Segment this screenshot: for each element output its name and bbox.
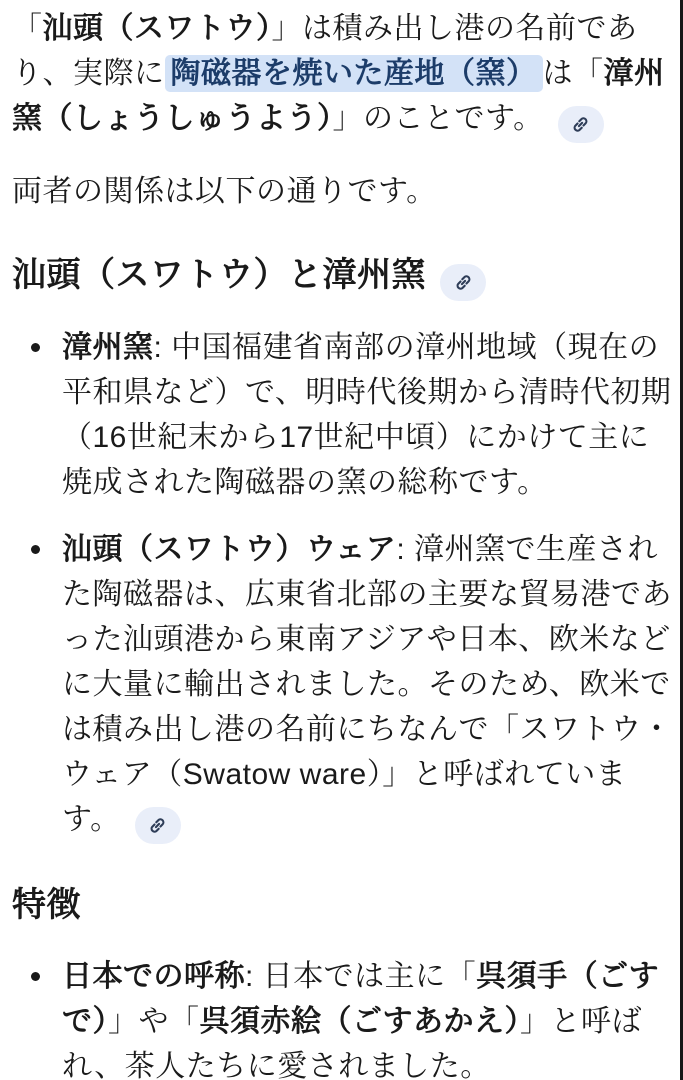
bullet-separator: : [396,533,414,566]
bullet-separator: : [153,331,172,364]
list-item-swatow-ware [12,527,673,844]
text-segment: 」や「 [108,1005,200,1038]
relation-paragraph [12,169,673,214]
bullet-separator: : [245,960,263,993]
bold-term-zhangzhou: 漳州窯（しょうしゅうよう） [12,57,665,135]
text-segment: 日本では主に「 [262,960,477,993]
bullet-label: 日本での呼称 [62,960,245,993]
bold-term-gosude: 呉須手（ごすで） [62,960,660,1038]
bullet-list-section2 [12,954,673,1080]
list-item-japanese-names [12,954,673,1080]
bullet-label: 漳州窯 [62,331,154,364]
link-icon [147,815,168,836]
highlighted-text[interactable]: 陶磁器を焼いた産地（窯） [165,55,543,92]
bold-term-swatow: 汕頭（スワトウ） [42,12,272,45]
citation-link-button[interactable] [135,807,181,844]
text-segment: 両者の関係は以下の通りです。 [12,175,437,208]
section-heading-features [12,880,673,930]
heading-text: 特徴 [12,886,81,924]
bold-term-gosuakae: 呉須赤絵（ごすあかえ） [199,1005,520,1038]
link-icon [453,272,474,293]
citation-link-button[interactable] [558,106,604,143]
bullet-text: 漳州窯で生産された陶磁器は、広東省北部の主要な貿易港であった汕頭港から東南アジアや日本、欧米などに大量に輸出されました。そのため、欧米では積み出し港の名前にちなんで「スワトウ・ウェア（Swatow ware）」と呼ばれています。 [62,533,672,836]
bullet-list-section1 [12,325,673,844]
section-heading-swatow-zhangzhou [12,250,673,301]
bullet-text: 中国福建省南部の漳州地域（現在の平和県など）で、明時代後期から清時代初期（16世紀末から17世紀中頃）にかけて主に焼成された陶磁器の窯の総称です。 [62,331,672,499]
text-segment: 「 [12,12,43,45]
text-segment: 」は積み出し港の名前であり、実際に [12,12,638,90]
text-segment: は「 [542,57,604,90]
bullet-label: 汕頭（スワトウ）ウェア [62,533,397,566]
list-item-zhangzhou-kiln [12,325,673,505]
text-segment: 」と呼ばれ、茶人たちに愛されました。 [62,1005,642,1080]
link-icon [570,114,591,135]
citation-link-button[interactable] [440,264,486,301]
heading-text: 汕頭（スワトウ）と漳州窯 [12,256,426,294]
text-segment: 」のことです。 [332,102,544,135]
intro-paragraph [12,6,673,143]
